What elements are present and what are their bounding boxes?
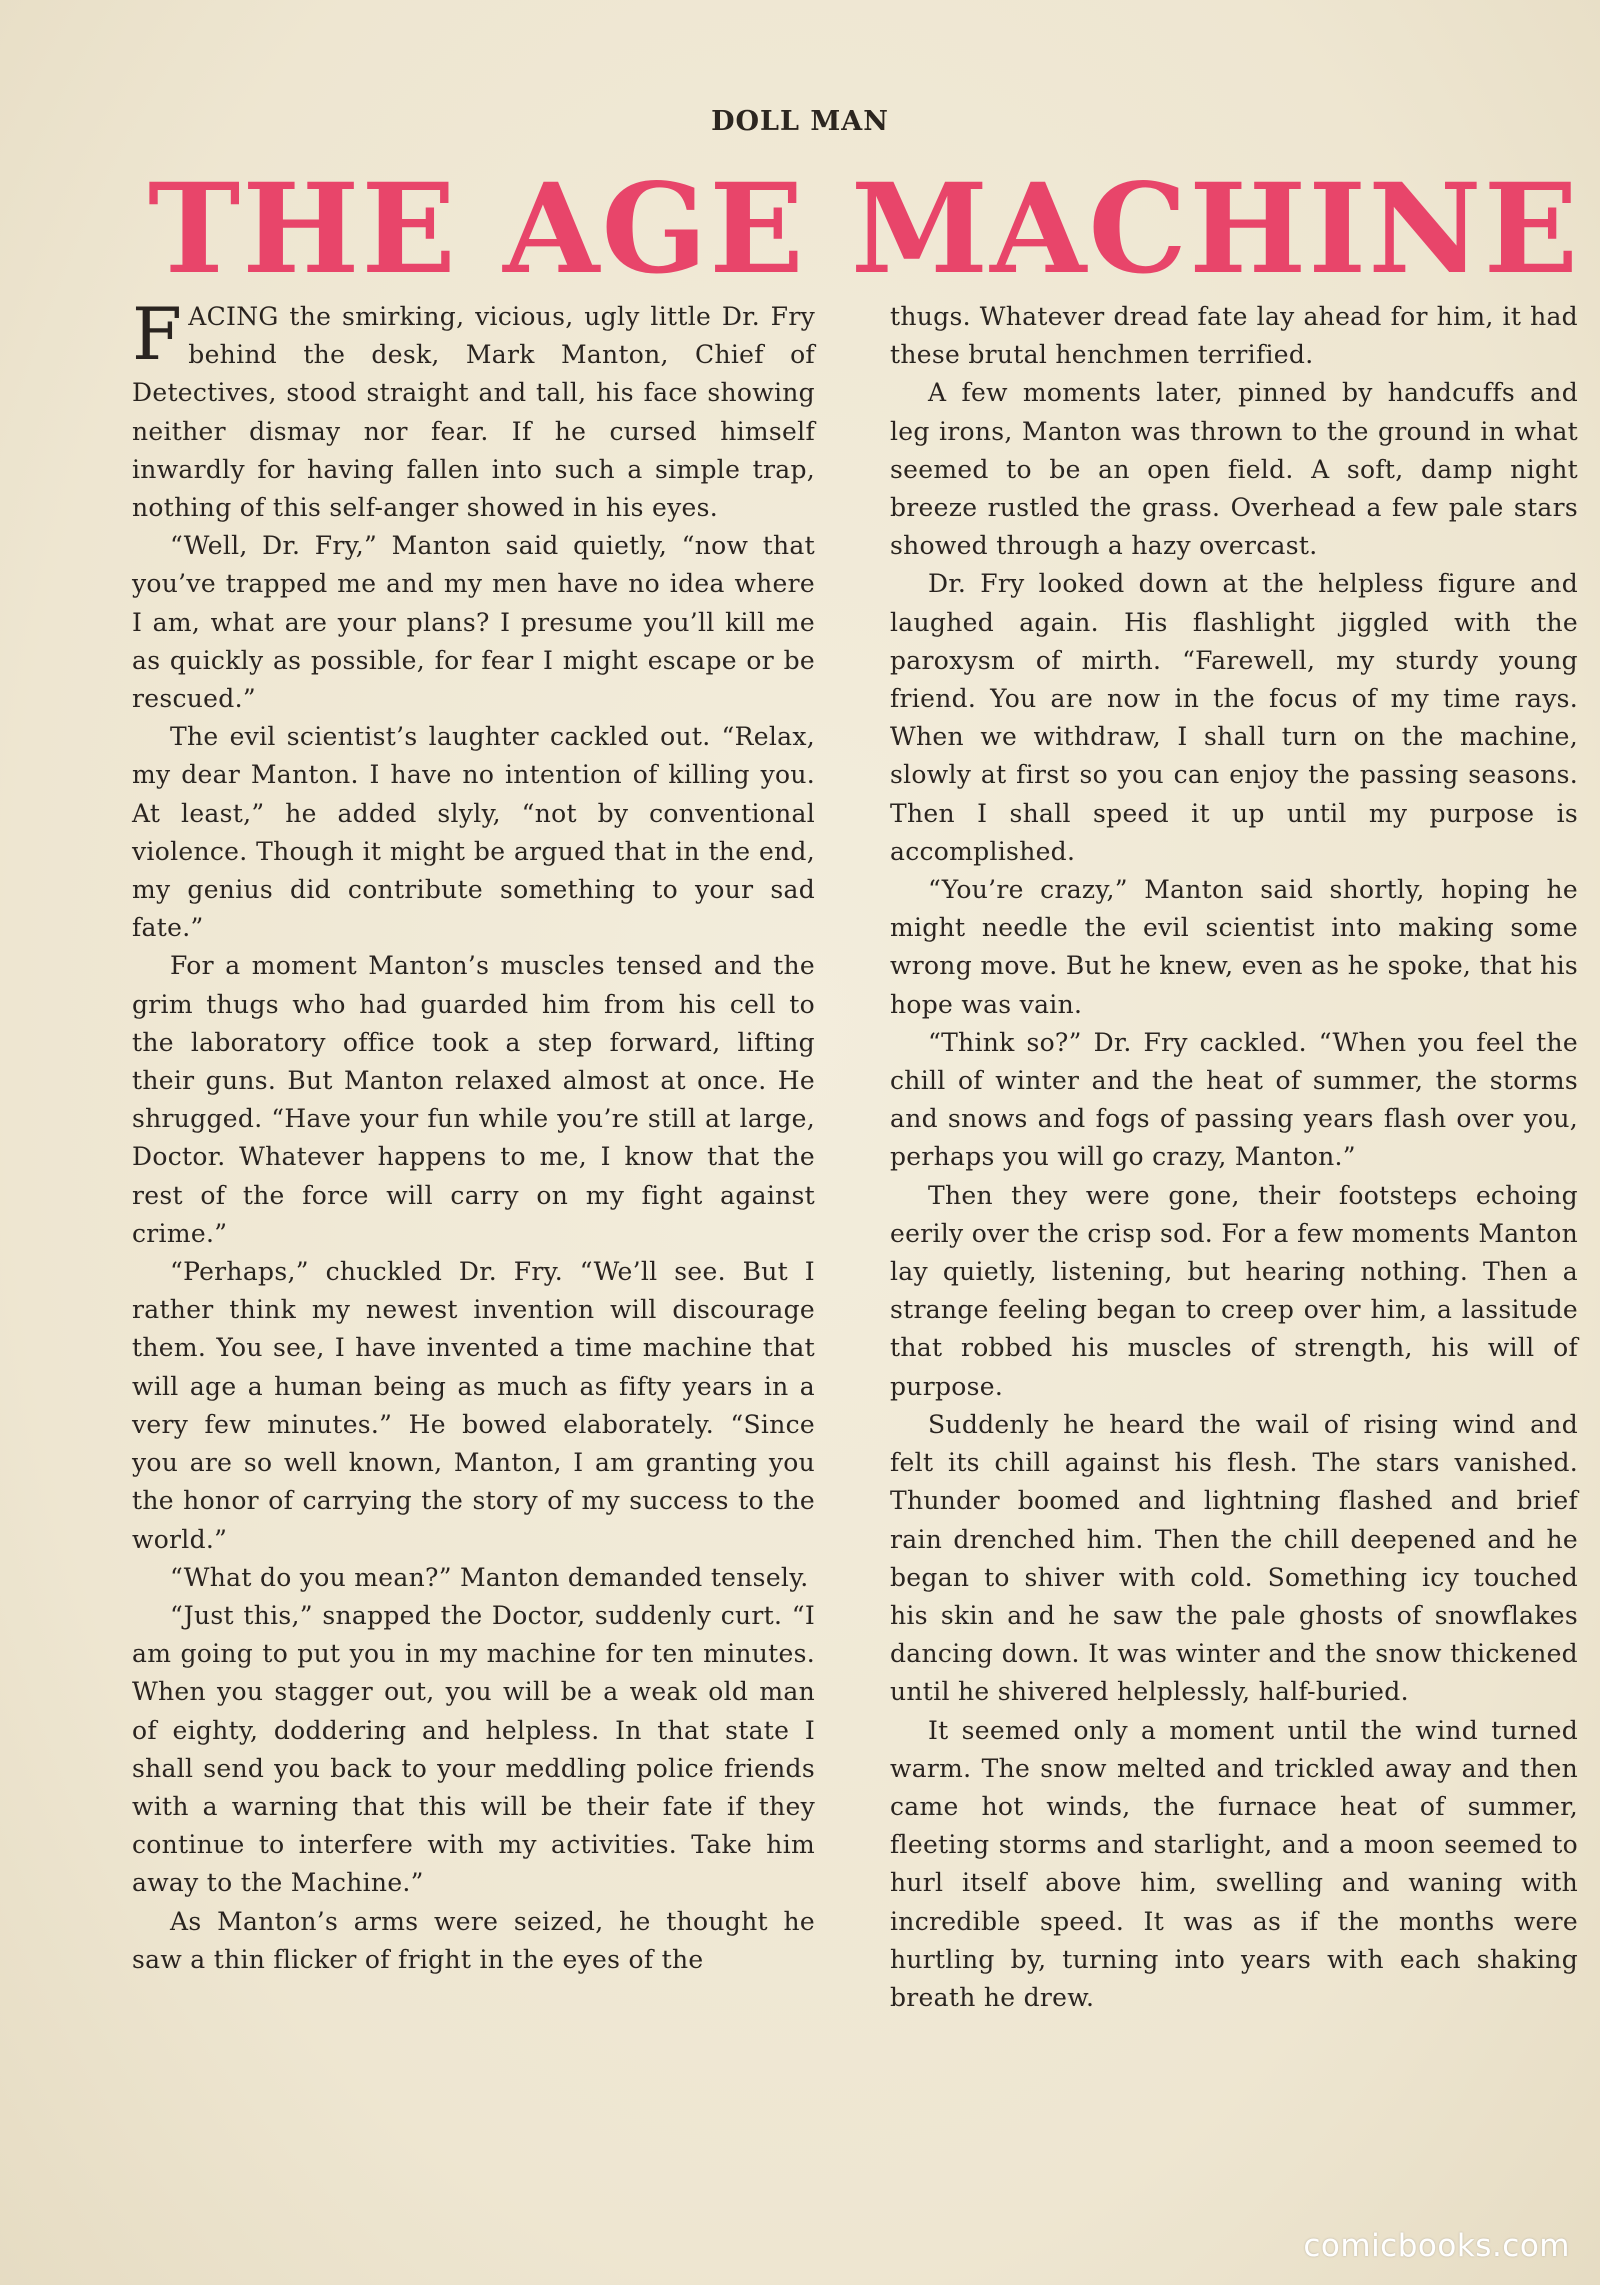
drop-cap: F <box>132 292 183 376</box>
series-header: DOLL MAN <box>711 106 889 137</box>
story-paragraph: As Manton’s arms were seized, he thought he saw a thin flicker of fright in the eyes of the <box>132 1906 815 1974</box>
story-paragraph: Then they were gone, their footsteps echoing eerily over the crisp sod. For a few moments Manton lay quietly, listening, but hearing nothing. Then a strange feeling began to creep over him, a lassitude that robbed his muscles of strength, his will of purpose. <box>890 1180 1578 1401</box>
story-paragraph: It seemed only a moment until the wind turned warm. The snow melted and trickled away and then came hot winds, the furnace heat of summer, fleeting storms and starlight, and a moon seemed to hurl itself above him, swelling and waning with incredible speed. It was as if the months were hurtling by, turning into years with each shaking breath he drew. <box>890 1715 1578 2012</box>
story-paragraph: “What do you mean?” Manton demanded tensely. <box>170 1562 809 1592</box>
story-paragraph: “Just this,” snapped the Doctor, suddenly curt. “I am going to put you in my machine for ten minutes. When you stagger out, you will be a weak old man of eighty, doddering and helpless. In that state I shall send you back to your meddling police friends with a warning that this will be their fate if they continue to interfere with my activities. Take him away to the Machine.” <box>132 1600 815 1898</box>
story-paragraph: Suddenly he heard the wail of rising wind and felt its chill against his flesh. The stars vanished. Thunder boomed and lightning flashed and brief rain drenched him. Then the chill deepened and he began to shiver with cold. Something icy touched his skin and he saw the pale ghosts of snowflakes dancing down. It was winter and the snow thickened until he shivered helplessly, half-buried. <box>890 1409 1578 1707</box>
story-paragraph: A few moments later, pinned by handcuffs and leg irons, Manton was thrown to the ground in what seemed to be an open field. A soft, damp night breeze rustled the grass. Overhead a few pale stars showed through a hazy overcast. <box>890 378 1578 561</box>
left-column <box>132 292 815 1979</box>
story-paragraph: “Perhaps,” chuckled Dr. Fry. “We’ll see. But I rather think my newest invention will discourage them. You see, I have invented a time machine that will age a human being as much as fifty years in a very few minutes.” He bowed elaborately. “Since you are so well known, Manton, I am granting you the honor of carrying the story of my success to the world.” <box>132 1257 815 1554</box>
watermark: comicbooks.com <box>1303 2228 1570 2264</box>
story-paragraph: “Well, Dr. Fry,” Manton said quietly, “now that you’ve trapped me and my men have no idea where I am, what are your plans? I presume you’ll kill me as quickly as possible, for fear I might escape or be rescued.” <box>132 531 815 714</box>
story-paragraph <box>132 292 815 527</box>
story-paragraph: “You’re crazy,” Manton said shortly, hoping he might needle the evil scientist into making some wrong move. But he knew, even as he spoke, that his hope was vain. <box>890 875 1578 1019</box>
story-paragraph: thugs. Whatever dread fate lay ahead for him, it had these brutal henchmen terrified. <box>890 302 1578 370</box>
right-column <box>890 298 1578 2017</box>
story-paragraph: “Think so?” Dr. Fry cackled. “When you feel the chill of winter and the heat of summer, the storms and snows and fogs of passing years flash over you, perhaps you will go crazy, Manton.” <box>890 1027 1578 1172</box>
paragraph-text: ACING the smirking, vicious, ugly little Dr. Fry behind the desk, Mark Manton, Chief of Detectives, stood straight and tall, his face showing neither dismay nor fear. If he cursed himself inwardly for having fallen into such a simple trap, nothing of this self-anger showed in his eyes. <box>132 302 815 523</box>
story-paragraph: The evil scientist’s laughter cackled out. “Relax, my dear Manton. I have no intention of killing you. At least,” he added slyly, “not by conventional violence. Though it might be argued that in the end, my genius did contribute something to your sad fate.” <box>132 722 815 943</box>
story-paragraph: For a moment Manton’s muscles tensed and the grim thugs who had guarded him from his cell to the laboratory office took a step forward, lifting their guns. But Manton relaxed almost at once. He shrugged. “Have your fun while you’re still at large, Doctor. Whatever happens to me, I know that the rest of the force will carry on my fight against crime.” <box>132 951 815 1248</box>
story-paragraph: Dr. Fry looked down at the helpless figure and laughed again. His flashlight jiggled with the paroxysm of mirth. “Farewell, my sturdy young friend. You are now in the focus of my time rays. When we withdraw, I shall turn on the machine, slowly at first so you can enjoy the passing seasons. Then I shall speed it up until my purpose is accomplished. <box>890 569 1578 866</box>
story-title: THE AGE MACHINE <box>148 157 1581 302</box>
